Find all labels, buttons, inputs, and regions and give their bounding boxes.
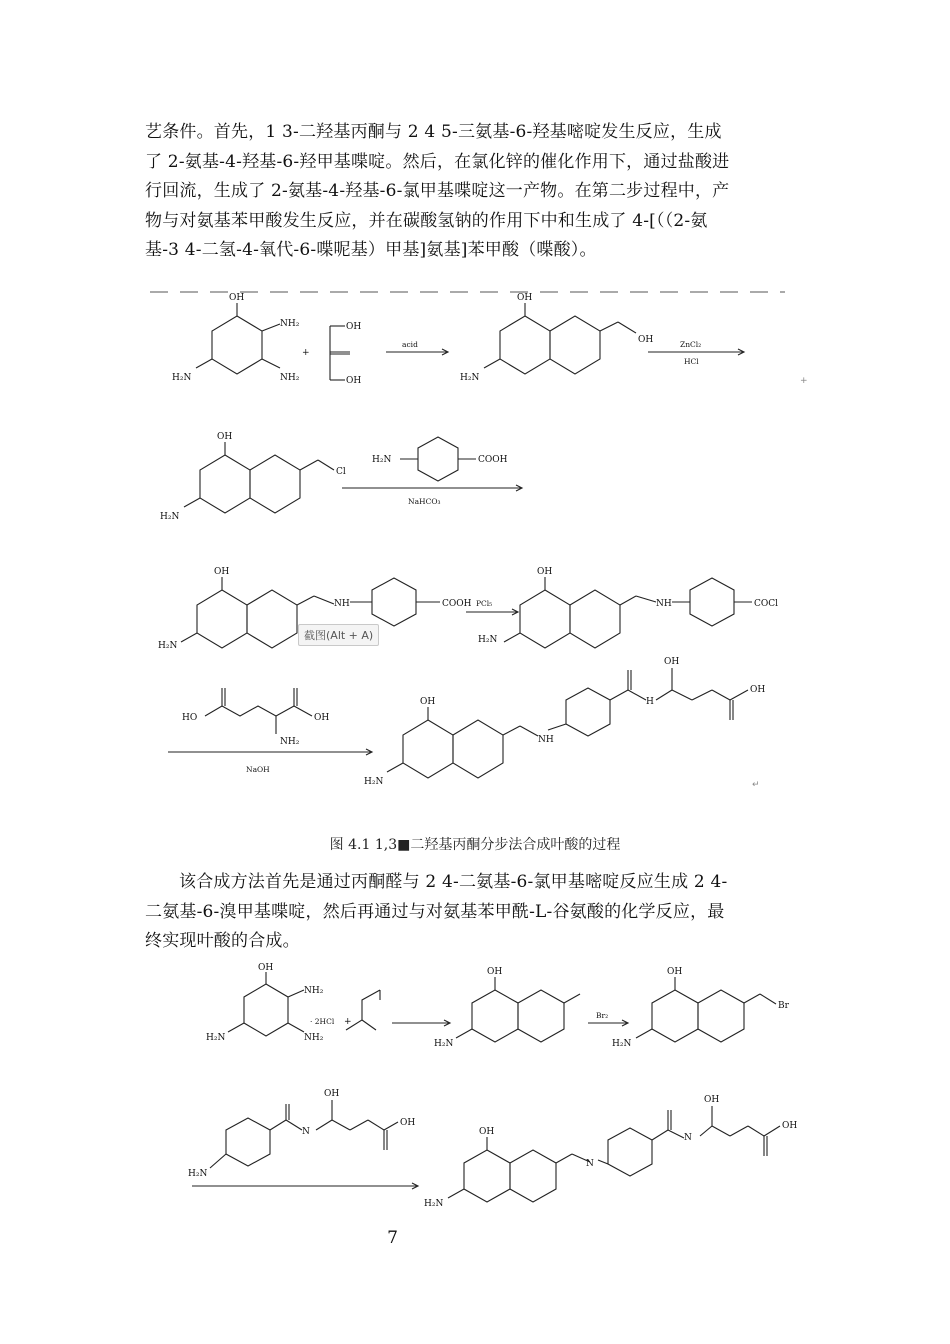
label-h2n: H₂N: [206, 1033, 226, 1043]
text-line: 该合成方法首先是通过丙酮醛与 2 4-二氨基-6-氯甲基嘧啶反应生成 2 4-: [179, 872, 728, 892]
label-nh2: NH₂: [304, 1033, 324, 1043]
label-nh2: NH₂: [280, 373, 300, 383]
label-nh: NH: [538, 735, 554, 745]
label-ho: HO: [182, 713, 198, 723]
text-line: 行回流，生成了 2-氨基-4-羟基-6-氯甲基喋啶这一产物。在第二步过程中，产: [145, 181, 730, 201]
label-nh2: NH₂: [280, 319, 300, 329]
label-cl: Cl: [336, 467, 346, 477]
screenshot-tooltip: 截图(Alt + A): [298, 624, 379, 646]
label-naoh: NaOH: [246, 765, 270, 774]
label-oh: OH: [517, 293, 533, 303]
label-oh: OH: [782, 1121, 798, 1131]
label-oh: OH: [346, 376, 362, 386]
text-line: 终实现叶酸的合成。: [145, 931, 300, 951]
text-line: 了 2-氨基-4-羟基-6-羟甲基喋啶。然后，在氯化锌的催化作用下，通过盐酸进: [145, 151, 730, 172]
label-oh: OH: [217, 432, 233, 442]
label-oh: OH: [400, 1118, 416, 1128]
label-nh2: NH₂: [304, 986, 324, 996]
label-h2n: H₂N: [460, 373, 480, 383]
text-line: 基-3 4-二氢-4-氧代-6-喋呢基）甲基]氨基]苯甲酸（喋酸）。: [145, 240, 597, 260]
label-nh: NH: [334, 599, 350, 609]
label-nh2: NH₂: [280, 737, 300, 747]
label-oh: OH: [638, 335, 654, 345]
label-zncl2: ZnCl₂: [680, 340, 702, 349]
label-h2n: H₂N: [158, 641, 178, 651]
label-2hcl: · 2HCl: [310, 1017, 335, 1026]
label-nh: N: [684, 1133, 692, 1143]
label-plus: +: [302, 348, 310, 358]
label-oh: OH: [229, 293, 245, 303]
label-cooh: COOH: [478, 455, 508, 465]
label-cocl: COCl: [754, 599, 779, 609]
text-line: 艺条件。首先，1 3-二羟基丙酮与 2 4 5-三氨基-6-羟基嘧啶发生反应，生成: [145, 122, 722, 142]
label-oh: OH: [667, 967, 683, 977]
label-oh: OH: [479, 1127, 495, 1137]
label-oh: OH: [314, 713, 330, 723]
label-h2n: H₂N: [372, 455, 392, 465]
label-cooh: COOH: [442, 599, 472, 609]
label-oh: OH: [346, 322, 362, 332]
paragraph-mark: ↵: [752, 780, 760, 790]
label-nh: N: [586, 1159, 594, 1169]
label-hcl: HCl: [684, 357, 699, 366]
label-h2n: H₂N: [188, 1169, 208, 1179]
label-nh: NH: [656, 599, 672, 609]
label-acid: acid: [402, 340, 418, 349]
label-h2n: H₂N: [424, 1199, 444, 1209]
label-oh: OH: [704, 1095, 720, 1105]
label-nh: H: [646, 697, 654, 707]
label-oh: OH: [258, 963, 274, 973]
label-oh: OH: [750, 685, 766, 695]
label-oh: OH: [537, 567, 553, 577]
label-h2n: H₂N: [612, 1039, 632, 1049]
text-line: 物与对氨基苯甲酸发生反应，并在碳酸氢钠的作用下中和生成了 4-[（（2-氨: [145, 210, 708, 231]
label-oh: OH: [214, 567, 230, 577]
label-nh: N: [302, 1127, 310, 1137]
label-plus: +: [344, 1017, 352, 1027]
label-br: Br: [778, 1001, 789, 1011]
label-nahco3: NaHCO₃: [408, 497, 441, 506]
label-br2: Br₂: [596, 1011, 609, 1020]
label-h2n: H₂N: [160, 512, 180, 522]
label-oh: OH: [420, 697, 436, 707]
label-h2n: H₂N: [172, 373, 192, 383]
label-oh: OH: [664, 657, 680, 667]
label-h2n: H₂N: [478, 635, 498, 645]
label-h2n: H₂N: [434, 1039, 454, 1049]
page-number: 7: [387, 1228, 398, 1248]
label-oh: OH: [487, 967, 503, 977]
label-pcl5: PCl₅: [476, 599, 493, 608]
paragraph-mark: +: [800, 376, 808, 386]
figure-caption: 图 4.1 1,3■二羟基丙酮分步法合成叶酸的过程: [329, 837, 621, 853]
label-h2n: H₂N: [364, 777, 384, 787]
text-line: 二氨基-6-溴甲基喋啶，然后再通过与对氨基苯甲酰-L-谷氨酸的化学反应，最: [145, 901, 725, 922]
label-oh: OH: [324, 1089, 340, 1099]
